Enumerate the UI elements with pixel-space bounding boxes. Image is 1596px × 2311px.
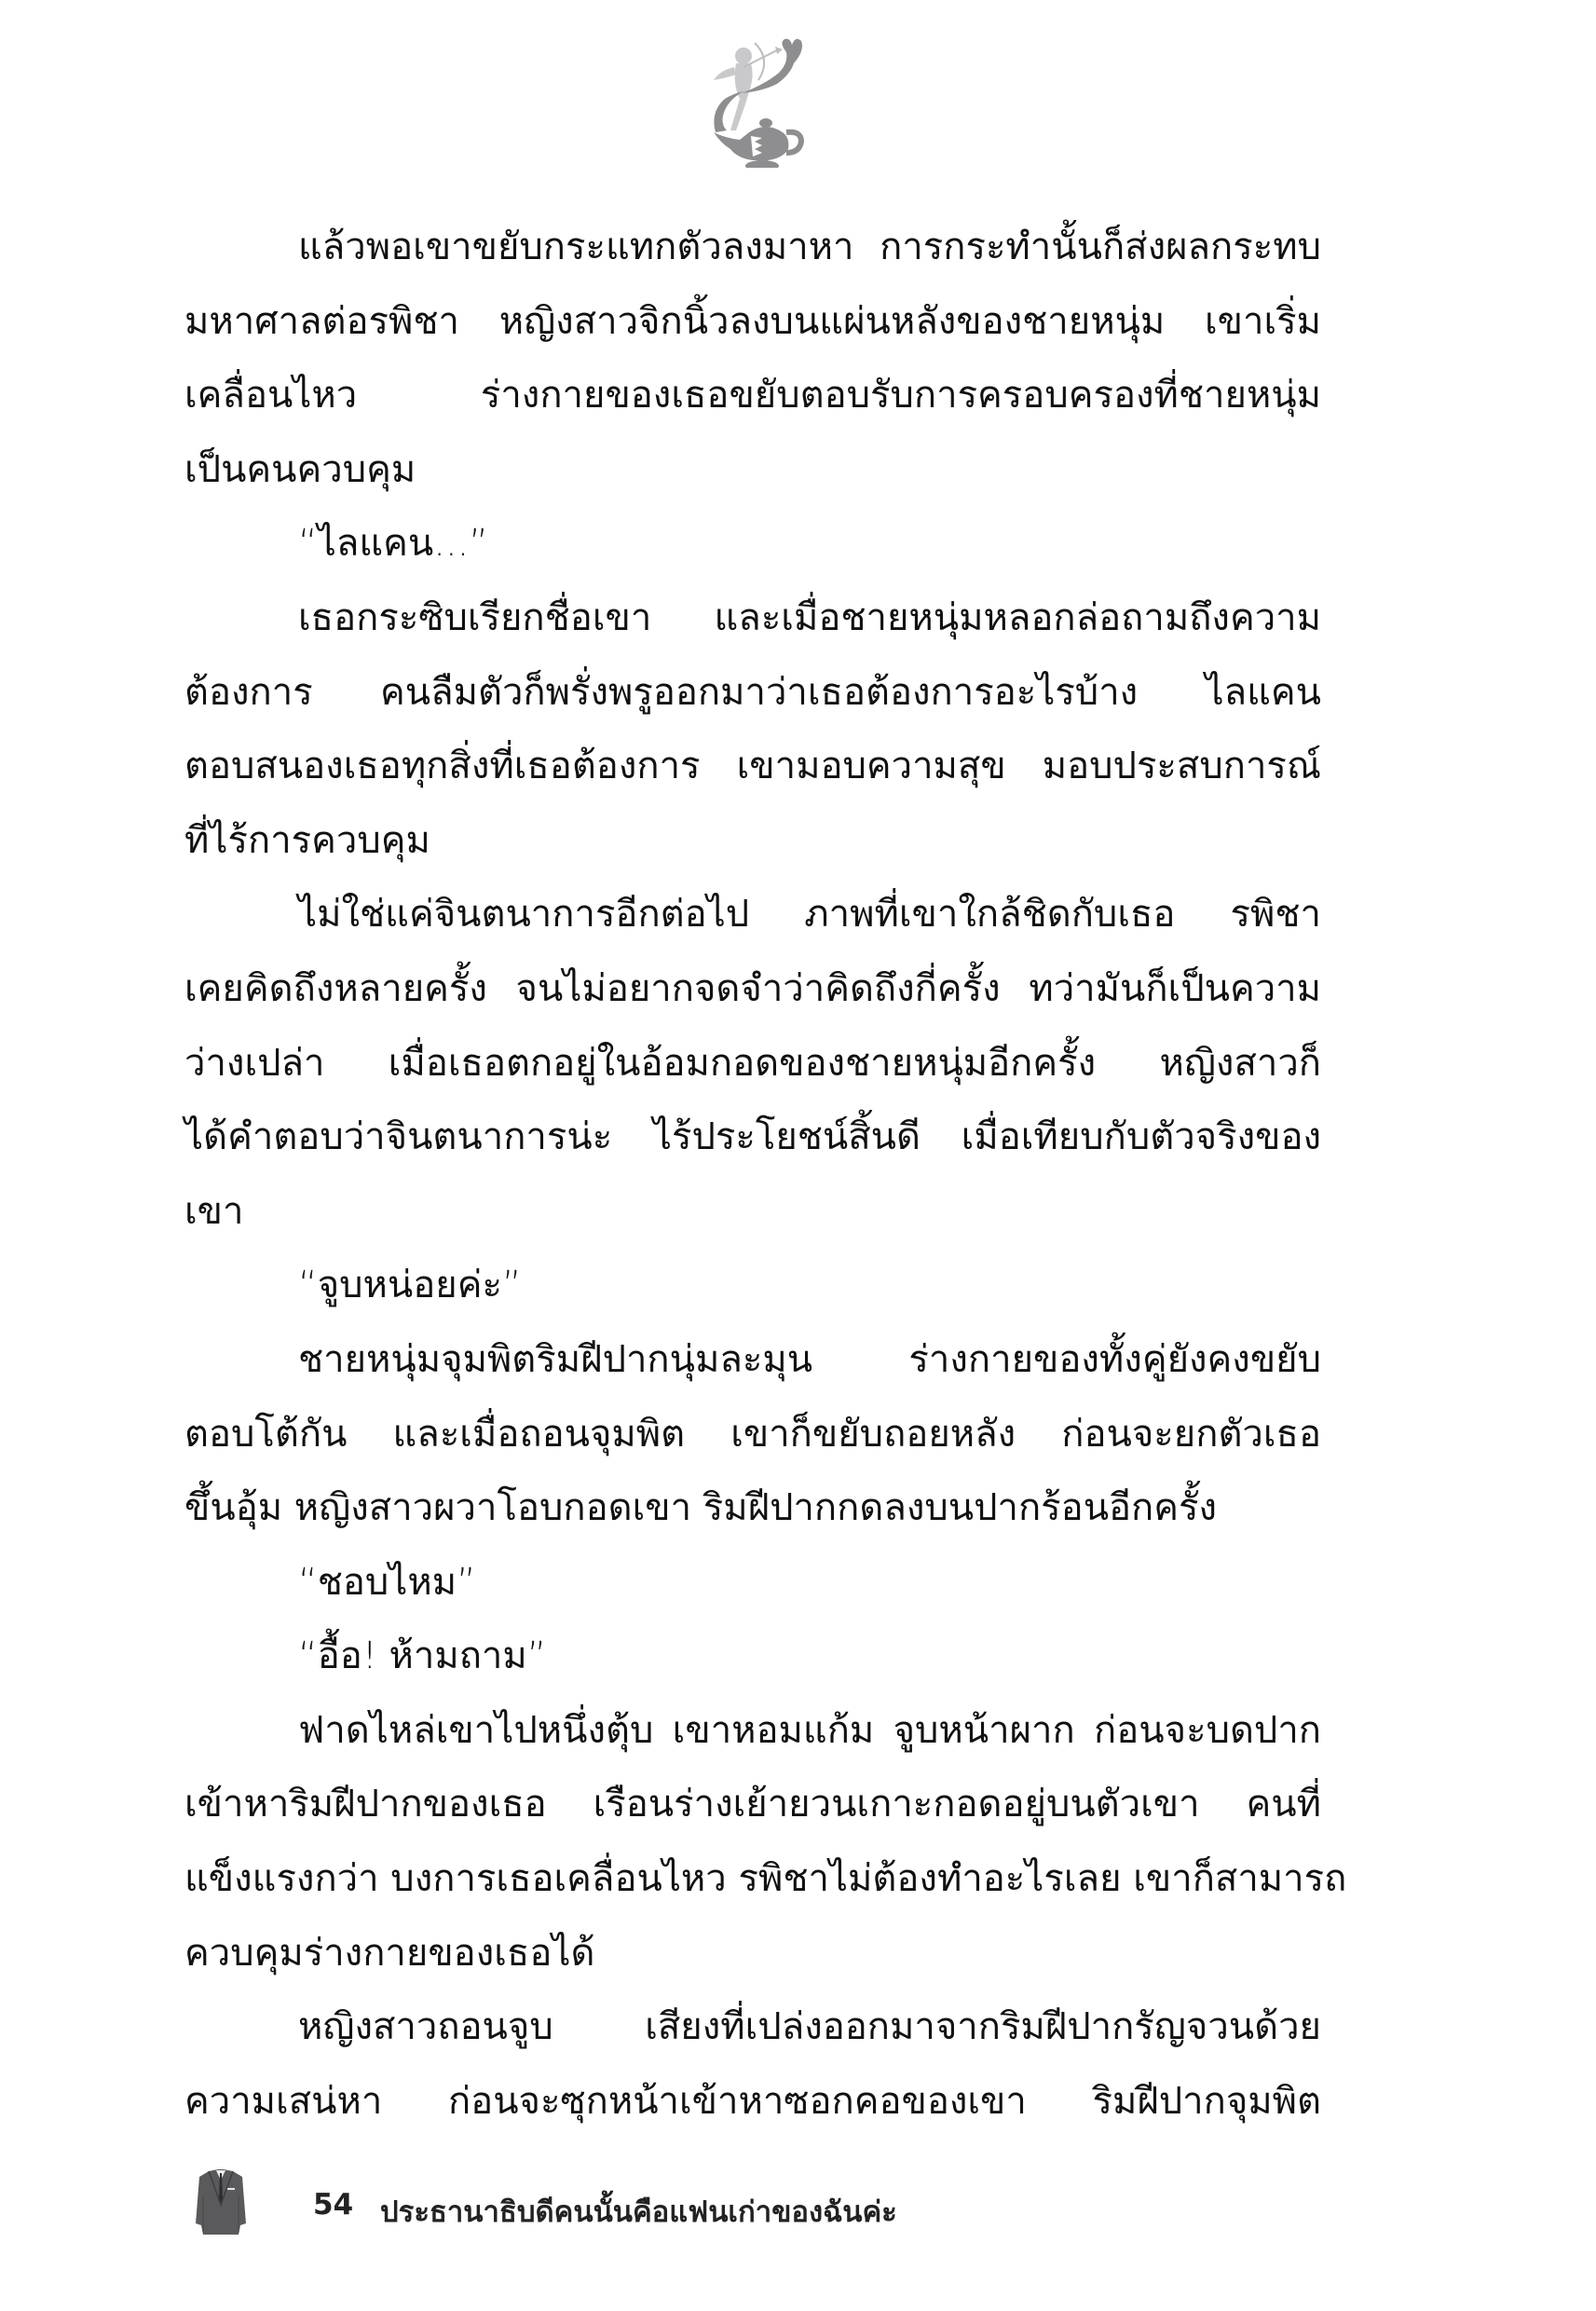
- text-line: เคยคิดถึงหลายครั้ง จนไม่อยากจดจำว่าคิดถึงกี่ครั้ง ทว่ามันก็เป็นความ: [184, 966, 1321, 1010]
- text-line: เป็นคนควบคุม: [184, 447, 416, 491]
- text-line: ฟาดไหล่เขาไปหนึ่งตุ้บ เขาหอมแก้ม จูบหน้าผาก ก่อนจะบดปาก: [298, 1708, 1321, 1752]
- cupid-genie-lamp-icon: [697, 19, 809, 168]
- text-line: ไม่ใช่แค่จินตนาการอีกต่อไป ภาพที่เขาใกล้ชิดกับเธอ รพิชา: [298, 893, 1321, 937]
- text-line: ขึ้นอุ้ม หญิงสาวผวาโอบกอดเขา ริมฝีปากกดลงบนปากร้อนอีกครั้ง: [184, 1486, 1218, 1530]
- text-line: แข็งแรงกว่า บงการเธอเคลื่อนไหว รพิชาไม่ต้องทำอะไรเลย เขาก็สามารถ: [184, 1857, 1347, 1901]
- suit-jacket-icon: [194, 2167, 248, 2236]
- text-line: เธอกระซิบเรียกชื่อเขา และเมื่อชายหนุ่มหลอกล่อถามถึงความ: [298, 595, 1321, 639]
- text-line: ได้คำตอบว่าจินตนาการน่ะ ไร้ประโยชน์สิ้นดี เมื่อเทียบกับตัวจริงของ: [184, 1115, 1321, 1159]
- text-line: ความเสน่หา ก่อนจะซุกหน้าเข้าหาซอกคอของเขา ริมฝีปากจุมพิต: [184, 2079, 1321, 2123]
- text-line: หญิงสาวถอนจูบ เสียงที่เปล่งออกมาจากริมฝีปากรัญจวนด้วย: [298, 2005, 1321, 2049]
- text-line: ตอบสนองเธอทุกสิ่งที่เธอต้องการ เขามอบความสุข มอบประสบการณ์: [184, 745, 1321, 788]
- text-line: เข้าหาริมฝีปากของเธอ เรือนร่างเย้ายวนเกาะกอดอยู่บนตัวเขา คนที่: [184, 1783, 1321, 1826]
- text-line: ต้องการ คนลืมตัวก็พรั่งพรูออกมาว่าเธอต้องการอะไรบ้าง ไลแคน: [184, 670, 1321, 714]
- text-line: แล้วพอเขาขยับกระแทกตัวลงมาหา การกระทำนั้นก็ส่งผลกระทบ: [298, 226, 1321, 268]
- text-line: “จูบหน่อยค่ะ”: [298, 1264, 522, 1307]
- text-line: มหาศาลต่อรพิชา หญิงสาวจิกนิ้วลงบนแผ่นหลังของชายหนุ่ม เขาเริ่ม: [184, 299, 1321, 343]
- chapter-body: [184, 211, 1347, 2139]
- book-title: ประธานาธิบดีคนนั้นคือแฟนเก่าของฉันค่ะ: [380, 2195, 897, 2229]
- text-line: “ชอบไหม”: [298, 1560, 476, 1604]
- text-line: ที่ไร้การควบคุม: [184, 818, 430, 862]
- text-line: ว่างเปล่า เมื่อเธอตกอยู่ในอ้อมกอดของชายหนุ่มอีกครั้ง หญิงสาวก็: [184, 1041, 1321, 1085]
- text-line: “อื้อ! ห้ามถาม”: [298, 1634, 547, 1678]
- page-number: 54: [313, 2188, 354, 2222]
- text-line: ชายหนุ่มจุมพิตริมฝีปากนุ่มละมุน ร่างกายของทั้งคู่ยังคงขยับ: [298, 1337, 1321, 1381]
- text-line: เคลื่อนไหว ร่างกายของเธอขยับตอบรับการครอบครองที่ชายหนุ่ม: [184, 374, 1321, 417]
- page-footer: [194, 2167, 1219, 2238]
- text-line: “ไลแคน...”: [298, 522, 489, 566]
- text-line: ควบคุมร่างกายของเธอได้: [184, 1931, 595, 1975]
- text-line: เขา: [184, 1189, 244, 1233]
- text-line: ตอบโต้กัน และเมื่อถอนจุมพิต เขาก็ขยับถอยหลัง ก่อนจะยกตัวเธอ: [184, 1412, 1321, 1456]
